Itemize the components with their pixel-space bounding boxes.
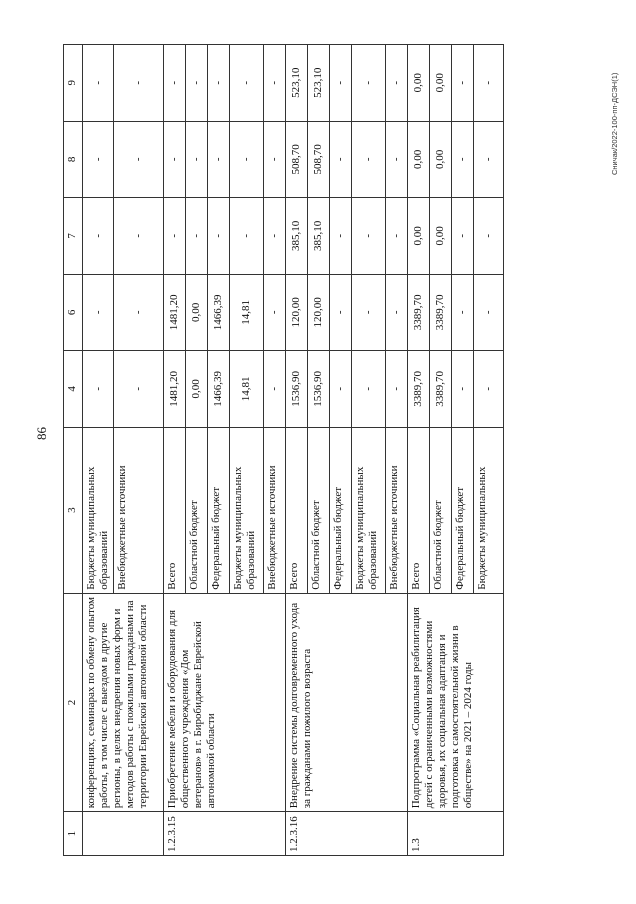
funding-source: Областной бюджет [186, 427, 208, 593]
value-cell-v9: - [452, 45, 474, 122]
value-cell-v7: 0,00 [408, 198, 430, 275]
value-cell-v4: 1481,20 [164, 351, 186, 428]
value-cell-v8: 508,70 [308, 121, 330, 198]
value-cell-v4: 1536,90 [286, 351, 308, 428]
row-code [83, 812, 164, 856]
value-cell-v6: - [386, 274, 408, 351]
rotated-table-container [63, 44, 580, 856]
value-cell-v9: - [230, 45, 264, 122]
value-cell-v4: - [114, 351, 164, 428]
value-cell-v6: 1481,20 [164, 274, 186, 351]
value-cell-v6: - [452, 274, 474, 351]
row-code: 1.3 [408, 812, 504, 856]
value-cell-v6: - [330, 274, 352, 351]
value-cell-v7: - [114, 198, 164, 275]
table-row [164, 45, 186, 856]
value-cell-v8: - [114, 121, 164, 198]
value-cell-v4: - [474, 351, 504, 428]
table-row [83, 45, 114, 856]
value-cell-v8: - [83, 121, 114, 198]
funding-source: Бюджеты муниципальных [474, 427, 504, 593]
value-cell-v7: - [186, 198, 208, 275]
header-row [64, 45, 83, 856]
value-cell-v4: 1536,90 [308, 351, 330, 428]
value-cell-v8: - [386, 121, 408, 198]
value-cell-v6: - [83, 274, 114, 351]
funding-source: Всего [164, 427, 186, 593]
funding-source: Бюджеты муниципальных образований [230, 427, 264, 593]
value-cell-v9: - [186, 45, 208, 122]
value-cell-v8: - [474, 121, 504, 198]
table-body [83, 45, 504, 856]
value-cell-v8: - [264, 121, 286, 198]
header-cell: 2 [64, 593, 83, 812]
header-cell: 7 [64, 198, 83, 275]
value-cell-v9: - [164, 45, 186, 122]
header-cell: 6 [64, 274, 83, 351]
value-cell-v9: - [330, 45, 352, 122]
value-cell-v9: - [264, 45, 286, 122]
page-number: 86 [34, 427, 49, 440]
value-cell-v4: 1466,39 [208, 351, 230, 428]
row-code: 1.2.3.16 [286, 812, 408, 856]
value-cell-v9: - [474, 45, 504, 122]
funding-source: Федеральный бюджет [330, 427, 352, 593]
value-cell-v8: - [208, 121, 230, 198]
value-cell-v9: - [114, 45, 164, 122]
value-cell-v4: 3389,70 [408, 351, 430, 428]
row-code: 1.2.3.15 [164, 812, 286, 856]
value-cell-v9: - [83, 45, 114, 122]
value-cell-v9: - [352, 45, 386, 122]
value-cell-v6: - [474, 274, 504, 351]
value-cell-v6: - [264, 274, 286, 351]
value-cell-v6: 120,00 [286, 274, 308, 351]
value-cell-v4: - [264, 351, 286, 428]
funding-source: Всего [408, 427, 430, 593]
value-cell-v4: 14,81 [230, 351, 264, 428]
document-stamp: Сничак/2022-100-пп-ДСЭН(1) [610, 72, 619, 175]
value-cell-v9: - [386, 45, 408, 122]
value-cell-v6: 3389,70 [408, 274, 430, 351]
value-cell-v7: - [164, 198, 186, 275]
table-row [408, 45, 430, 856]
value-cell-v7: - [330, 198, 352, 275]
header-cell: 3 [64, 427, 83, 593]
value-cell-v8: - [330, 121, 352, 198]
value-cell-v7: - [452, 198, 474, 275]
value-cell-v8: 508,70 [286, 121, 308, 198]
table-row [286, 45, 308, 856]
value-cell-v7: - [386, 198, 408, 275]
value-cell-v7: - [83, 198, 114, 275]
value-cell-v7: - [230, 198, 264, 275]
row-name: Приобретение мебели и оборудования для общественного учреждения «Дом ветеранов» в г. Биробиджане Еврейской автономной области [164, 593, 286, 812]
value-cell-v4: - [352, 351, 386, 428]
value-cell-v9: 523,10 [308, 45, 330, 122]
value-cell-v6: 120,00 [308, 274, 330, 351]
funding-source: Областной бюджет [430, 427, 452, 593]
funding-source: Бюджеты муниципальных образований [83, 427, 114, 593]
funding-source: Федеральный бюджет [452, 427, 474, 593]
value-cell-v7: 385,10 [308, 198, 330, 275]
funding-source: Всего [286, 427, 308, 593]
value-cell-v6: 3389,70 [430, 274, 452, 351]
value-cell-v6: 0,00 [186, 274, 208, 351]
value-cell-v7: 385,10 [286, 198, 308, 275]
value-cell-v9: 523,10 [286, 45, 308, 122]
value-cell-v7: - [208, 198, 230, 275]
funding-source: Федеральный бюджет [208, 427, 230, 593]
value-cell-v8: - [164, 121, 186, 198]
value-cell-v8: - [186, 121, 208, 198]
funding-source: Внебюджетные источники [386, 427, 408, 593]
budget-table [63, 44, 504, 856]
value-cell-v7: - [352, 198, 386, 275]
value-cell-v7: 0,00 [430, 198, 452, 275]
value-cell-v4: - [452, 351, 474, 428]
value-cell-v7: - [264, 198, 286, 275]
value-cell-v6: 14,81 [230, 274, 264, 351]
value-cell-v4: - [83, 351, 114, 428]
funding-source: Бюджеты муниципальных образований [352, 427, 386, 593]
value-cell-v4: 0,00 [186, 351, 208, 428]
header-cell: 4 [64, 351, 83, 428]
value-cell-v4: - [330, 351, 352, 428]
value-cell-v8: - [230, 121, 264, 198]
funding-source: Внебюджетные источники [114, 427, 164, 593]
value-cell-v6: 1466,39 [208, 274, 230, 351]
value-cell-v9: 0,00 [408, 45, 430, 122]
value-cell-v8: 0,00 [408, 121, 430, 198]
value-cell-v8: - [452, 121, 474, 198]
value-cell-v8: - [352, 121, 386, 198]
value-cell-v7: - [474, 198, 504, 275]
value-cell-v4: 3389,70 [430, 351, 452, 428]
value-cell-v6: - [114, 274, 164, 351]
row-name: Внедрение системы долговременного ухода за гражданами пожилого возраста [286, 593, 408, 812]
value-cell-v9: 0,00 [430, 45, 452, 122]
funding-source: Внебюджетные источники [264, 427, 286, 593]
value-cell-v4: - [386, 351, 408, 428]
value-cell-v8: 0,00 [430, 121, 452, 198]
row-name: Подпрограмма «Социальная реабилитация детей с ограниченными возможностями здоровья, их социальная адаптация и подготовка к самостоятельной жизни в обществе» на 2021 – 2024 годы [408, 593, 504, 812]
value-cell-v6: - [352, 274, 386, 351]
row-name: конференциях, семинарах по обмену опытом работы, в том числе с выездом в другие регионы, в целях внедрения новых форм и методов работы с пожилыми гражданами на территории Еврейской автономной области [83, 593, 164, 812]
header-cell: 8 [64, 121, 83, 198]
funding-source: Областной бюджет [308, 427, 330, 593]
header-cell: 1 [64, 812, 83, 856]
value-cell-v9: - [208, 45, 230, 122]
header-cell: 9 [64, 45, 83, 122]
